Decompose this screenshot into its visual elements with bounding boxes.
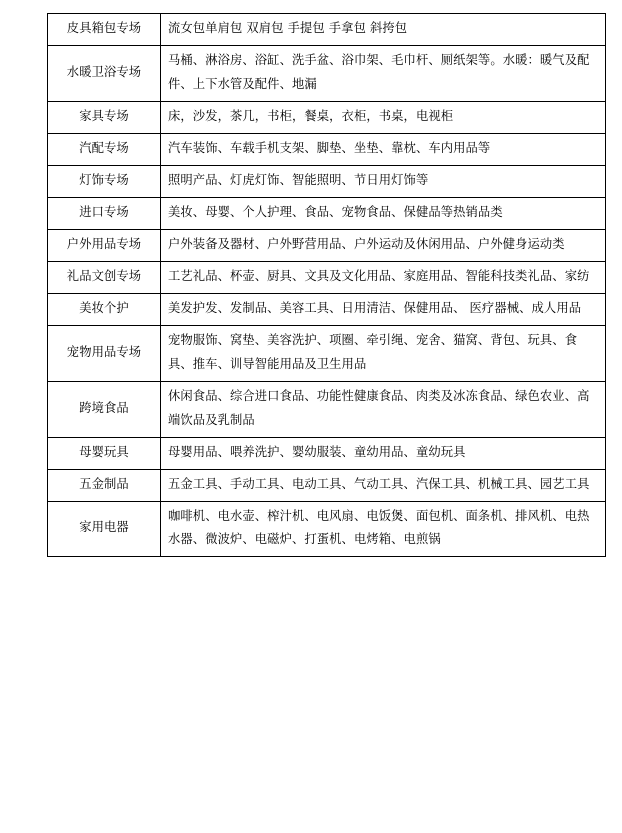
table-row	[48, 261, 606, 293]
category-cell: 皮具箱包专场	[48, 14, 161, 46]
category-cell: 户外用品专场	[48, 229, 161, 261]
description-cell: 母婴用品、喂养洗护、婴幼服装、童幼用品、童幼玩具	[161, 437, 606, 469]
table-row	[48, 165, 606, 197]
table-row	[48, 197, 606, 229]
category-cell: 礼品文创专场	[48, 261, 161, 293]
table-row	[48, 101, 606, 133]
description-cell: 流女包单肩包 双肩包 手提包 手拿包 斜挎包	[161, 14, 606, 46]
table-row	[48, 501, 606, 557]
category-table	[47, 13, 606, 557]
description-cell: 床，沙发，茶几，书柜，餐桌，衣柜，书桌，电视柜	[161, 101, 606, 133]
category-cell: 家用电器	[48, 501, 161, 557]
category-cell: 灯饰专场	[48, 165, 161, 197]
category-cell: 美妆个护	[48, 293, 161, 325]
category-cell: 母婴玩具	[48, 437, 161, 469]
table-row	[48, 381, 606, 437]
description-cell: 五金工具、手动工具、电动工具、气动工具、汽保工具、机械工具、园艺工具	[161, 469, 606, 501]
description-cell: 户外装备及器材、户外野营用品、户外运动及休闲用品、户外健身运动类	[161, 229, 606, 261]
description-cell: 宠物服饰、窝垫、美容洗护、项圈、牵引绳、宠舍、猫窝、背包、玩具、食具、推车、训导智能用品及卫生用品	[161, 325, 606, 381]
table-row	[48, 293, 606, 325]
description-cell: 马桶、淋浴房、浴缸、洗手盆、浴巾架、毛巾杆、厕纸架等。水暖：暖气及配件、上下水管及配件、地漏	[161, 45, 606, 101]
description-cell: 汽车装饰、车载手机支架、脚垫、坐垫、靠枕、车内用品等	[161, 133, 606, 165]
category-cell: 跨境食品	[48, 381, 161, 437]
table-body	[48, 14, 606, 557]
table-row	[48, 229, 606, 261]
description-cell: 照明产品、灯虎灯饰、智能照明、节日用灯饰等	[161, 165, 606, 197]
table-row	[48, 133, 606, 165]
category-cell: 水暖卫浴专场	[48, 45, 161, 101]
description-cell: 美发护发、发制品、美容工具、日用清洁、保健用品、 医疗器械、成人用品	[161, 293, 606, 325]
description-cell: 咖啡机、电水壶、榨汁机、电风扇、电饭煲、面包机、面条机、排风机、电热水器、微波炉、电磁炉、打蛋机、电烤箱、电煎锅	[161, 501, 606, 557]
table-row	[48, 45, 606, 101]
category-cell: 五金制品	[48, 469, 161, 501]
table-row	[48, 469, 606, 501]
category-cell: 进口专场	[48, 197, 161, 229]
description-cell: 休闲食品、综合进口食品、功能性健康食品、肉类及冰冻食品、绿色农业、高端饮品及乳制品	[161, 381, 606, 437]
category-cell: 家具专场	[48, 101, 161, 133]
description-cell: 工艺礼品、杯壶、厨具、文具及文化用品、家庭用品、智能科技类礼品、家纺	[161, 261, 606, 293]
table-row	[48, 14, 606, 46]
category-cell: 汽配专场	[48, 133, 161, 165]
table-row	[48, 325, 606, 381]
description-cell: 美妆、母婴、个人护理、食品、宠物食品、保健品等热销品类	[161, 197, 606, 229]
category-cell: 宠物用品专场	[48, 325, 161, 381]
table-row	[48, 437, 606, 469]
